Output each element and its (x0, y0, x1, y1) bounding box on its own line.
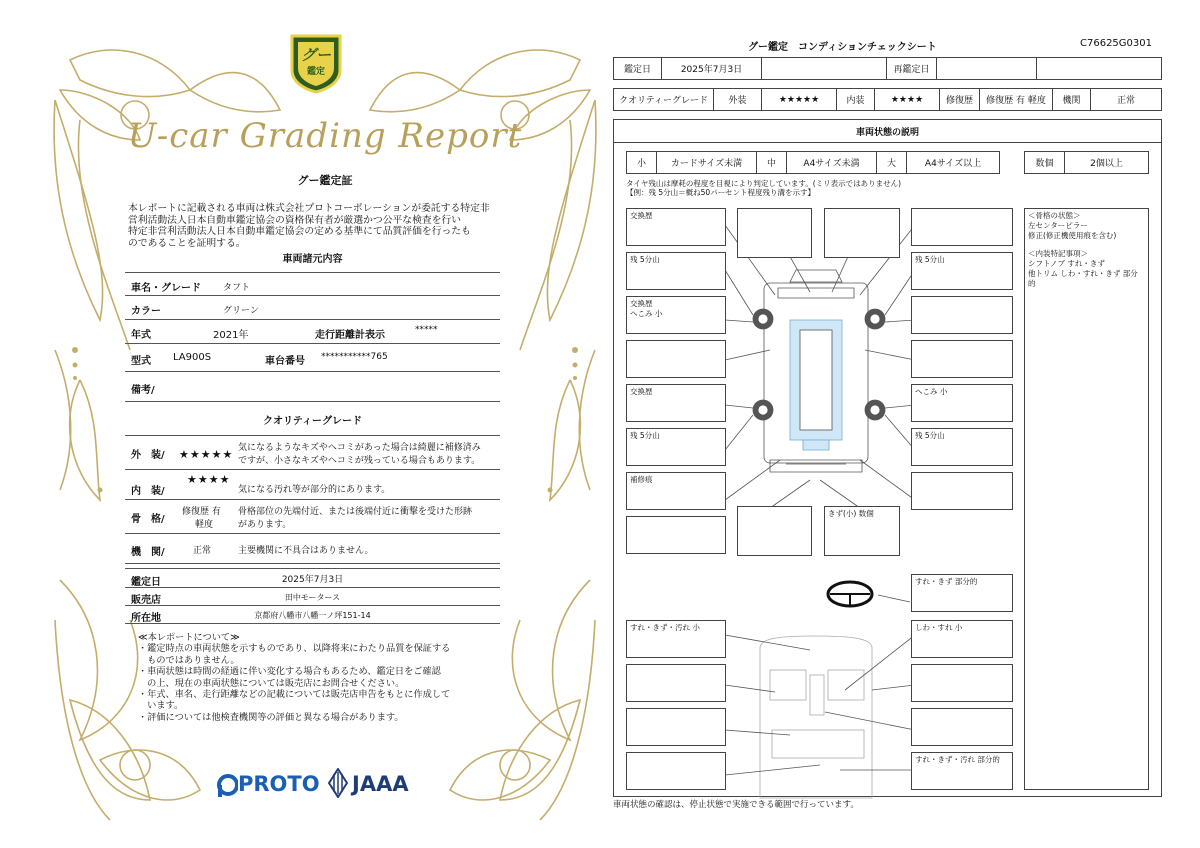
spec-row-year (125, 320, 500, 344)
spec-label: 車名・グレード (131, 283, 201, 294)
note-line: ・評価については他検査機関等の評価と異なる場合があります。 (138, 711, 404, 723)
grade-row-engine (125, 534, 500, 564)
spec-label: カラー (131, 306, 161, 317)
damage-box: 交換歴 (626, 208, 726, 246)
remarks-panel (1024, 208, 1149, 790)
note-line: ・鑑定時点の車両状態を示すものであり、以降将来にわたり品質を保証する (138, 643, 451, 655)
size-m-label: 中 (757, 152, 787, 174)
ext-stars: ★★★★★ (762, 89, 837, 111)
size-s-label: 小 (627, 152, 657, 174)
damage-box: 残 5分山 (911, 428, 1013, 466)
statement-line: のであることを証明する。 (128, 237, 246, 249)
dealer-name: 田中モータース (284, 593, 341, 602)
grade-desc: があります。 (238, 520, 292, 530)
damage-entry: 交換歴 (630, 299, 653, 308)
size-s-value: カードサイズ未満 (657, 152, 757, 174)
grade-desc: 気になる汚れ等が部分的にあります。 (238, 485, 391, 495)
note-line: います。 (138, 700, 184, 712)
grade-heading: クオリティーグレード (125, 412, 500, 436)
note-line: の上、現在の車両状態については販売店にお問合せください。 (138, 677, 405, 689)
grade-label: 機 関/ (131, 547, 165, 558)
spec-value: グリーン (223, 306, 259, 316)
specs-heading: 車両諸元内容 (282, 254, 343, 265)
spec-value: タフト (223, 283, 251, 293)
interior-damage-box: しわ・すれ 小 (911, 620, 1013, 658)
damage-box: 残 5分山 (911, 252, 1013, 290)
grade-desc: 主要機関に不具合はありません。 (238, 546, 374, 556)
ext-label: 外装 (714, 89, 762, 111)
spec-row-color (125, 296, 500, 320)
grade-value: 軽度 (195, 520, 214, 530)
grade-desc: 気になるようなキズやヘコミがあった場合は綺麗に補修済み (238, 443, 481, 453)
brand-proto: PROTO (238, 772, 320, 796)
grade-stars: ★★★★★ (179, 448, 234, 461)
spec-label: 備考/ (131, 385, 155, 396)
address-row (125, 606, 500, 624)
damage-box: きず(小) 数個 (824, 506, 900, 556)
remark-spacer (1028, 241, 1145, 249)
condition-check-sheet (610, 30, 1170, 820)
certificate-title: グー鑑定証 (297, 174, 353, 187)
qg-label: クオリティーグレード (614, 89, 714, 111)
interior-damage-box: すれ・きず・汚れ 部分的 (911, 752, 1013, 790)
damage-box (626, 516, 726, 554)
damage-entry: へこみ 小 (630, 309, 663, 318)
remark-line: 修正(修正機使用痕を含む) (1028, 231, 1117, 240)
damage-box (626, 340, 726, 378)
repair-value: 修復歴 有 軽度 (980, 89, 1053, 111)
date-label: 鑑定日 (614, 58, 662, 80)
grade-stars: ★★★★ (187, 473, 231, 486)
dealer-label: 販売店 (131, 595, 161, 606)
note-line: ・車両状態は時間の経過に伴い変化する場合もあるため、鑑定日をご確認 (138, 666, 441, 678)
grade-label: 外 装/ (131, 450, 165, 461)
tire-note: タイヤ残山は摩耗の程度を目視により判定しています。(ミリ表示ではありません) (626, 179, 902, 188)
int-stars: ★★★★ (875, 89, 940, 111)
statement-line: 特定非営利活動法人日本自動車鑑定協会の定める基準にて品質評価を行ったも (128, 226, 471, 237)
badge-line2: 鑑定 (306, 67, 325, 77)
engine-label: 機関 (1053, 89, 1091, 111)
count-value: 2個以上 (1065, 152, 1149, 174)
grading-certificate (40, 20, 610, 840)
damage-box (824, 208, 900, 258)
spec-row-model (125, 344, 500, 372)
damage-box (737, 208, 812, 258)
sheet-title: グー鑑定 コンディションチェックシート (748, 42, 937, 53)
badge-line1: グー (300, 46, 331, 64)
re-appraisal-label: 再鑑定日 (887, 58, 937, 80)
damage-box: 残 5分山 (626, 428, 726, 466)
interior-damage-box (911, 708, 1013, 746)
tire-example: 【例：残 5分山＝概ね50パーセント程度残り溝を示す】 (626, 188, 816, 197)
spec-value: ***********765 (321, 352, 388, 362)
damage-box (911, 340, 1013, 378)
grade-desc: ですが、小さなキズやヘコミが残っている場合もあります。 (238, 456, 481, 466)
notes-title: ≪本レポートについて≫ (138, 632, 240, 643)
grade-row-interior (125, 470, 500, 500)
interior-damage-box: すれ・きず・汚れ 小 (626, 620, 726, 658)
condition-heading: 車両状態の説明 (613, 119, 1162, 143)
count-table (1024, 151, 1149, 174)
size-l-label: 大 (877, 152, 907, 174)
spec-label: 走行距離計表示 (315, 330, 385, 341)
spec-row-name (125, 272, 500, 296)
grade-row-frame (125, 500, 500, 534)
spec-label: 年式 (131, 330, 151, 341)
address-label: 所在地 (131, 613, 161, 624)
script-title: U-car Grading Report (127, 116, 523, 156)
spec-row-remarks (125, 372, 500, 402)
remark-line: ＜内装特記事項＞ (1028, 249, 1088, 258)
int-label: 内装 (837, 89, 875, 111)
dealer-address: 京都府八幡市八幡一ノ坪151-14 (254, 611, 371, 620)
remark-line: シフトノブ すれ・きず (1028, 259, 1105, 268)
note-line: ・年式、車名、走行距離などの記載については販売店申告をもとに作成して (138, 689, 451, 701)
spec-value: ***** (415, 325, 438, 335)
damage-box: 補修痕 (626, 472, 726, 510)
statement-line: 営利活動法人日本自動車鑑定協会の資格保有者が厳選かつ公平な検査を行い (128, 214, 462, 226)
note-line: ものではありません。 (138, 654, 240, 666)
engine-value: 正常 (1091, 89, 1162, 111)
damage-box (911, 208, 1013, 246)
interior-damage-box (626, 664, 726, 702)
appraisal-date: 2025年7月3日 (281, 575, 344, 585)
damage-box (911, 472, 1013, 510)
interior-damage-box (626, 708, 726, 746)
count-label: 数個 (1025, 152, 1065, 174)
grade-desc: 骨格部位の先端付近、または後端付近に衝撃を受けた形跡 (238, 507, 473, 517)
grade-label: 内 装/ (131, 486, 165, 497)
spec-value: 2021年 (213, 330, 249, 341)
size-l-value: A4サイズ以上 (907, 152, 1000, 174)
sheet-footer: 車両状態の確認は、停止状態で実施できる範囲で行っています。 (613, 800, 859, 810)
grade-value: 正常 (193, 546, 212, 556)
jaaa-logo-icon (328, 768, 348, 798)
brand-jaaa: JAAA (352, 772, 409, 796)
spec-label: 型式 (131, 356, 151, 367)
grade-label: 骨 格/ (131, 514, 165, 525)
grade-value: 修復歴 有 (182, 507, 221, 517)
goo-appraisal-badge (288, 32, 344, 94)
sheet-code: C76625G0301 (1080, 38, 1152, 49)
steering-damage-box: すれ・きず 部分的 (911, 574, 1013, 612)
date-value: 2025年7月3日 (662, 58, 762, 80)
damage-box (626, 296, 726, 334)
spec-label: 車台番号 (265, 356, 305, 367)
dealer-row (125, 588, 500, 606)
damage-box: 交換歴 (626, 384, 726, 422)
report-notes (138, 632, 508, 723)
grade-row-exterior (125, 434, 500, 470)
damage-box (911, 296, 1013, 334)
remark-line: ＜骨格の状態＞ (1028, 211, 1081, 220)
proto-logo-icon (216, 773, 238, 797)
appraisal-date-label: 鑑定日 (131, 577, 161, 588)
remark-line: 左センターピラー (1028, 221, 1088, 230)
re-appraisal-blank (1037, 58, 1162, 80)
repair-label: 修復歴 (940, 89, 980, 111)
damage-box: へこみ 小 (911, 384, 1013, 422)
certificate-statement (128, 203, 508, 249)
interior-damage-box (911, 664, 1013, 702)
damage-box: 残 5分山 (626, 252, 726, 290)
remark-line: 他トリム しわ・すれ・きず 部分的 (1028, 269, 1138, 288)
interior-damage-box (626, 752, 726, 790)
statement-line: 本レポートに記載される車両は株式会社プロトコーポレーションが委託する特定非 (128, 203, 490, 214)
size-m-value: A4サイズ未満 (787, 152, 877, 174)
spec-value: LA900S (173, 352, 212, 363)
damage-box (737, 506, 812, 556)
appraisal-date-row (125, 568, 500, 588)
